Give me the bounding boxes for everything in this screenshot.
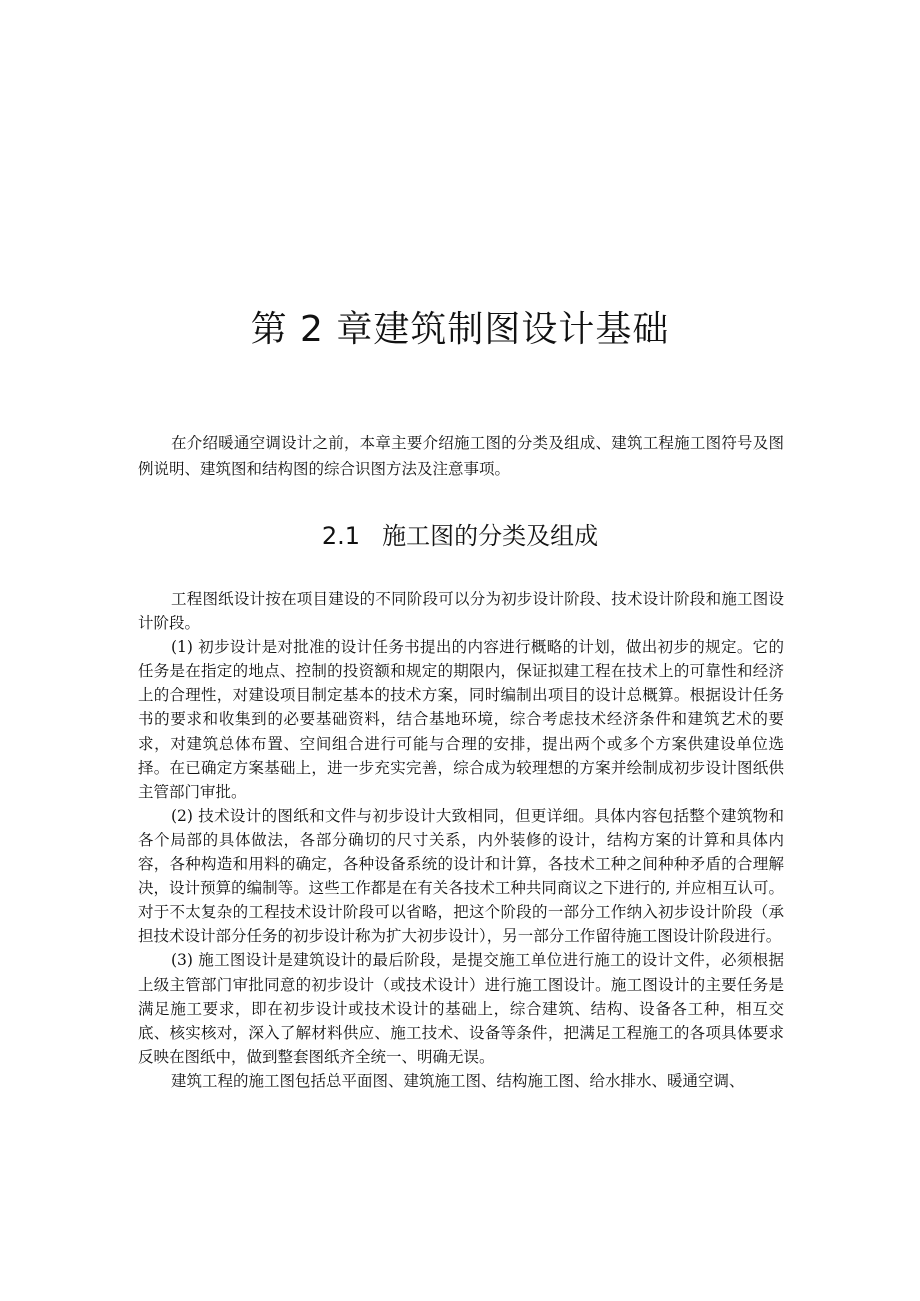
section-body bbox=[138, 587, 784, 1093]
section-heading bbox=[0, 518, 920, 554]
paragraph-design-stages: 工程图纸设计按在项目建设的不同阶段可以分为初步设计阶段、技术设计阶段和施工图设计阶段。 bbox=[138, 590, 784, 633]
paragraph-preliminary-design: (1) 初步设计是对批准的设计任务书提出的内容进行概略的计划，做出初步的规定。它的任务是在指定的地点、控制的投资额和规定的期限内，保证拟建工程在技术上的可靠性和经济上的合理性，对建设项目制定基本的技术方案，同时编制出项目的设计总概算。根据设计任务书的要求和收集到的必要基础资料，结合基地环境，综合考虑技术经济条件和建筑艺术的要求，对建筑总体布置、空间组合进行可能与合理的安排，提出两个或多个方案供建设单位选择。在已确定方案基础上，进一步充实完善，综合成为较理想的方案并绘制成初步设计图纸供主管部门审批。 bbox=[138, 638, 784, 801]
paragraph-construction-drawing-design: (3) 施工图设计是建筑设计的最后阶段，是提交施工单位进行施工的设计文件，必须根据上级主管部门审批同意的初步设计（或技术设计）进行施工图设计。施工图设计的主要任务是满足施工要求，即在初步设计或技术设计的基础上，综合建筑、结构、设备各工种，相互交底、核实核对，深入了解材料供应、施工技术、设备等条件，把满足工程施工的各项具体要求反映在图纸中，做到整套图纸齐全统一、明确无误。 bbox=[138, 951, 784, 1066]
paragraph-technical-design: (2) 技术设计的图纸和文件与初步设计大致相同，但更详细。具体内容包括整个建筑物和各个局部的具体做法，各部分确切的尺寸关系，内外装修的设计，结构方案的计算和具体内容，各种构造和用料的确定，各种设备系统的设计和计算，各技术工种之间种种矛盾的合理解决，设计预算的编制等。这些工作都是在有关各技术工种共同商议之下进行的, 并应相互认可。对于不太复杂的工程技术设计阶段可以省略，把这个阶段的一部分工作纳入初步设计阶段（承担技术设计部分任务的初步设计称为扩大初步设计），另一部分工作留待施工图设计阶段进行。 bbox=[138, 806, 784, 946]
section-number: 2.1 bbox=[321, 522, 361, 550]
section-title: 施工图的分类及组成 bbox=[382, 522, 599, 550]
paragraph-drawing-contents: 建筑工程的施工图包括总平面图、建筑施工图、结构施工图、给水排水、暖通空调、 bbox=[171, 1071, 745, 1090]
chapter-title: 第 2 章建筑制图设计基础 bbox=[250, 309, 670, 350]
chapter-intro: 在介绍暖通空调设计之前，本章主要介绍施工图的分类及组成、建筑工程施工图符号及图例说明、建筑图和结构图的综合识图方法及注意事项。 bbox=[138, 434, 784, 478]
